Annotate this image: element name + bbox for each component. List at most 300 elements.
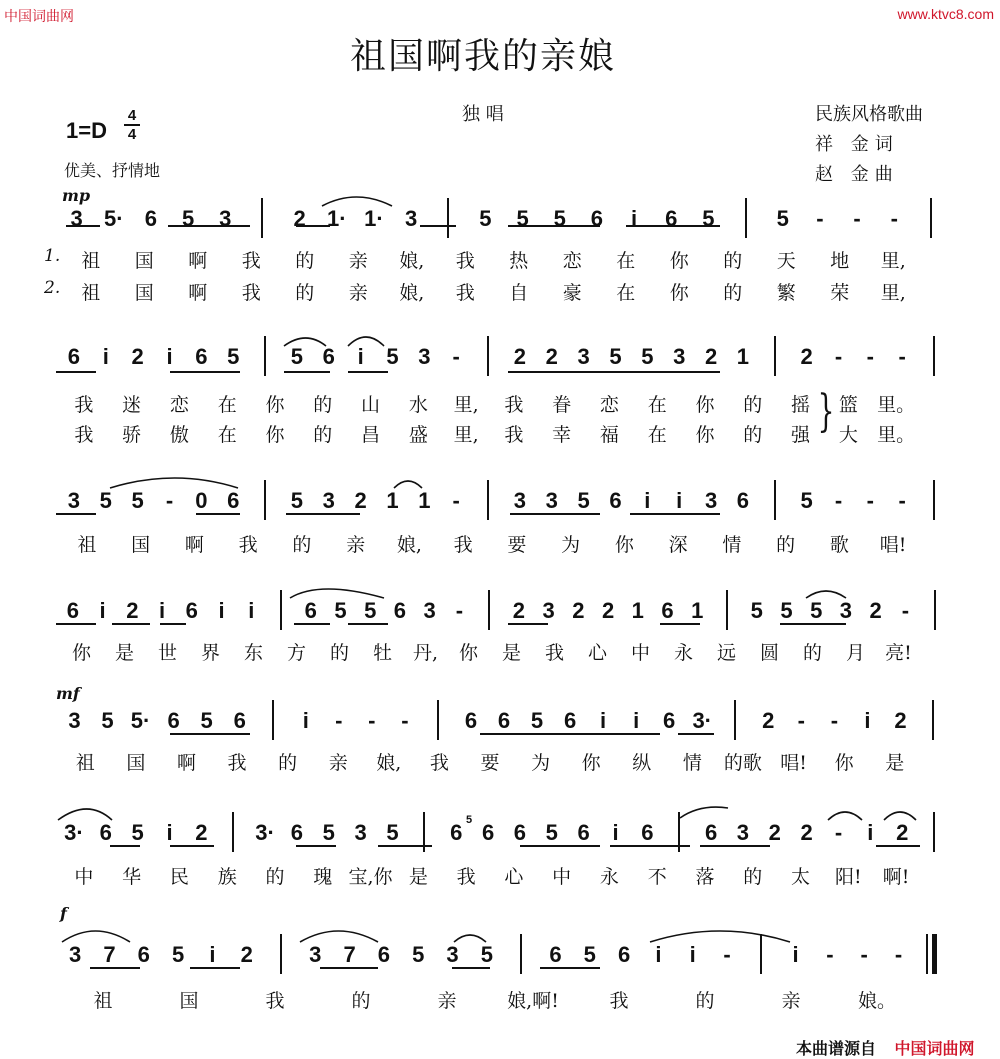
barline [745, 198, 747, 238]
note: 6 [233, 708, 246, 733]
note: 6 [609, 488, 622, 513]
note: 6 [227, 488, 240, 513]
lyric-syllable: 里。 [877, 394, 916, 416]
lyric-syllable: 民 [169, 866, 189, 888]
lyric-syllable: 里, [880, 250, 906, 272]
note: 3 [67, 488, 81, 513]
note-extension: - [860, 942, 868, 967]
lyric-syllable: 情 [722, 534, 742, 556]
note: 3 [404, 206, 418, 231]
barline [933, 812, 935, 852]
note: 3 [418, 344, 431, 369]
note: 3 [673, 344, 686, 369]
lyric-syllable: 我 [504, 394, 524, 416]
note: 3 [322, 488, 335, 513]
lyric-line-2 [44, 278, 950, 306]
lyric-syllable: 唱! [780, 752, 807, 774]
note-extension: - [452, 488, 460, 513]
note: 3· [255, 820, 275, 845]
lyric-syllable: 的 [723, 282, 743, 304]
note: 3 [513, 488, 527, 513]
note: 5 [516, 206, 529, 231]
note: 7 [103, 942, 116, 967]
note: 5 [641, 344, 654, 369]
lyric-syllable: 中 [74, 866, 94, 888]
lyric-line-6 [50, 638, 950, 666]
time-signature: 4 4 [124, 108, 140, 142]
lyric-line-1 [44, 246, 950, 274]
note: 5 [131, 488, 144, 513]
lyric-syllable: 阳! [835, 866, 862, 888]
note-extension: - [455, 598, 464, 623]
lyric-syllable: 傲 [169, 424, 189, 446]
note: 6 [513, 820, 527, 845]
verse-number: 1. [44, 246, 61, 266]
lyric-syllable: 娘, [399, 282, 425, 304]
barline [487, 480, 489, 520]
lyric-syllable: 宝,你 [348, 866, 393, 888]
note: 6 [617, 942, 631, 967]
lyric-syllable: 你 [695, 394, 715, 416]
note: 6 [563, 708, 577, 733]
barline [447, 198, 449, 238]
lyric-syllable: 的 [313, 394, 333, 416]
lyric-syllable: 为 [531, 752, 551, 774]
note: 0 [195, 488, 208, 513]
note: i [631, 206, 638, 231]
lyric-syllable: 心 [504, 866, 524, 888]
lyric-syllable: 的 [278, 752, 298, 774]
lyric-syllable: 亲 [328, 752, 348, 774]
note: 3 [542, 598, 555, 623]
lyric-syllable: 水 [408, 394, 428, 416]
lyric-syllable: 国 [126, 752, 146, 774]
note: 2 [800, 820, 813, 845]
lyric-syllable: 我 [504, 424, 524, 446]
lyric-syllable: 月 [845, 642, 865, 664]
lyric-syllable: 的 [802, 642, 822, 664]
barline [280, 934, 282, 974]
lyric-syllable: 篮 [838, 394, 858, 416]
lyric-syllable: 啊 [184, 534, 204, 556]
barline [280, 590, 282, 630]
lyric-syllable: 东 [243, 642, 263, 664]
lyric-syllable: 的 [313, 424, 333, 446]
note: i [218, 598, 225, 623]
note: 3 [545, 488, 558, 513]
note: 3 [70, 206, 83, 231]
lyric-syllable: 的 [295, 282, 315, 304]
note: 6 [641, 820, 654, 845]
note: 2 [240, 942, 253, 967]
key-signature: 1=D [66, 118, 107, 143]
lyric-syllable: 我 [265, 990, 285, 1012]
note: i [357, 344, 364, 369]
lyric-syllable: 在 [217, 394, 237, 416]
note: i [644, 488, 651, 513]
note: 2 [195, 820, 208, 845]
barline [774, 336, 776, 376]
lyric-syllable: 繁 [776, 282, 796, 304]
lyric-syllable: 瑰 [313, 866, 333, 888]
lyric-syllable: 荣 [830, 282, 850, 304]
note: 5 [227, 344, 240, 369]
note: 2 [800, 344, 813, 369]
note: i [655, 942, 662, 967]
lyric-syllable: 你 [458, 642, 478, 664]
lyric-syllable: 在 [647, 394, 667, 416]
note: 1 [631, 598, 644, 623]
note: 5 [583, 942, 596, 967]
note: 2 [869, 598, 882, 623]
performance-type: 独 唱 [462, 104, 504, 125]
lyric-syllable: 亲 [348, 250, 368, 272]
note: 1 [736, 344, 750, 369]
note: 6 [549, 942, 562, 967]
lyric-syllable: 是 [501, 642, 521, 664]
lyric-syllable: 自 [509, 282, 529, 304]
lyric-syllable: 是 [885, 752, 905, 774]
note: 5 [290, 488, 304, 513]
lyric-syllable: 我 [241, 250, 261, 272]
note: 6 [195, 344, 208, 369]
note: 3 [577, 344, 590, 369]
note: 6 [661, 598, 674, 623]
dynamic-mp: mp [62, 186, 91, 205]
note: 1· [364, 206, 384, 231]
note: 5 [364, 598, 377, 623]
note: i [209, 942, 216, 967]
lyric-syllable: 深 [668, 534, 688, 556]
slur-row6-b [680, 807, 728, 818]
barline [726, 590, 728, 630]
lyric-syllable: 的 [723, 250, 743, 272]
lyric-syllable: 娘,啊! [507, 990, 559, 1012]
note: 5 [479, 206, 492, 231]
lyric-syllable: 国 [179, 990, 199, 1012]
barline [933, 336, 935, 376]
lyric-syllable: 世 [157, 642, 177, 664]
lyric-syllable: 眷 [552, 394, 572, 416]
lyric-syllable: 我 [609, 990, 629, 1012]
note: i [302, 708, 309, 733]
note: i [248, 598, 255, 623]
note: 5 [577, 488, 590, 513]
composer: 赵 金曲 [815, 164, 899, 185]
note: 6 [450, 820, 463, 845]
note: 3 [69, 942, 82, 967]
lyric-syllable: 国 [134, 282, 154, 304]
lyric-syllable: 骄 [122, 424, 142, 446]
note: 2 [512, 598, 525, 623]
barline [423, 812, 425, 852]
lyric-syllable: 的 [265, 866, 285, 888]
note: 2 [126, 598, 139, 623]
lyric-line-3 [50, 390, 950, 418]
lyric-syllable: 啊 [188, 250, 208, 272]
note: i [792, 942, 799, 967]
lyric-syllable: 啊 [188, 282, 208, 304]
barline [487, 336, 489, 376]
grace-note: 5 [466, 814, 473, 826]
lyric-syllable: 亲 [437, 990, 457, 1012]
note: 5 [290, 344, 304, 369]
lyric-syllable: 牡 [372, 642, 392, 664]
note: 5 [386, 820, 399, 845]
lyric-syllable: 你 [695, 424, 715, 446]
note: 6 [663, 708, 676, 733]
barline [261, 198, 263, 238]
lyric-syllable: 是 [408, 866, 428, 888]
note-extension: - [866, 488, 874, 513]
lyric-line-9 [50, 986, 950, 1014]
lyric-syllable: 国 [134, 250, 154, 272]
note: 2 [545, 344, 558, 369]
verse-number: 2. [44, 278, 61, 298]
lyric-syllable: 国 [131, 534, 151, 556]
lyric-syllable: 我 [74, 394, 94, 416]
lyric-syllable: 亮! [885, 642, 912, 664]
lyric-syllable: 恋 [599, 394, 619, 416]
note: 5 [131, 820, 144, 845]
barline [264, 336, 266, 376]
note: i [676, 488, 683, 513]
lyric-syllable: 在 [647, 424, 667, 446]
barline [734, 700, 736, 740]
lyric-syllable: 啊! [882, 866, 910, 888]
note: 5 [810, 598, 823, 623]
note: 6 [290, 820, 304, 845]
note: 2 [131, 344, 144, 369]
note: 6 [393, 598, 407, 623]
lyric-syllable: 华 [122, 866, 142, 888]
lyric-syllable: 在 [616, 282, 636, 304]
note-extension: - [890, 206, 898, 231]
note: 3 [309, 942, 322, 967]
lyric-syllable: 我 [455, 282, 475, 304]
note: 2 [896, 820, 909, 845]
note: 6 [590, 206, 604, 231]
note: i [689, 942, 696, 967]
note: 6 [144, 206, 158, 231]
lyric-syllable: 你 [265, 394, 285, 416]
note: 5 [101, 708, 114, 733]
notation-row-5 [50, 706, 950, 742]
lyric-syllable: 的 [743, 424, 763, 446]
lyric-syllable: 的 [292, 534, 312, 556]
lyric-syllable: 热 [509, 250, 529, 272]
lyric-syllable: 里, [453, 424, 479, 446]
note: 5 [334, 598, 347, 623]
watermark-top-left: 中国词曲网 [4, 8, 74, 24]
lyric-syllable: 祖 [93, 990, 113, 1012]
lyric-syllable: 你 [614, 534, 634, 556]
lyric-syllable: 我 [544, 642, 564, 664]
dynamic-f: f [60, 904, 67, 923]
note: 1· [326, 206, 347, 231]
lyric-syllable: 你 [265, 424, 285, 446]
lyric-syllable: 的 [776, 534, 796, 556]
note: 2 [354, 488, 367, 513]
lyric-syllable: 我 [74, 424, 94, 446]
lyric-syllable: 为 [561, 534, 581, 556]
lyric-syllable: 强 [791, 424, 811, 446]
note: 6 [577, 820, 590, 845]
lyric-syllable: 要 [480, 752, 500, 774]
note: 3 [423, 598, 436, 623]
song-title: 祖国啊我的亲娘 [350, 36, 617, 77]
note: 5 [609, 344, 622, 369]
note: 7 [343, 942, 356, 967]
lyric-syllable: 亲 [348, 282, 368, 304]
note: i [99, 598, 106, 623]
note: 5 [412, 942, 425, 967]
lyric-syllable: 恋 [562, 250, 582, 272]
barline [678, 812, 680, 852]
note: 5· [103, 206, 124, 231]
barline [488, 590, 490, 630]
note-extension: - [834, 488, 843, 513]
lyric-syllable: 的 [695, 990, 715, 1012]
lyric-line-5 [50, 530, 950, 558]
lyric-syllable: 的 [351, 990, 371, 1012]
note: 1 [691, 598, 704, 623]
lyric-line-4 [50, 420, 950, 448]
expression-marking: 优美、抒情地 [64, 161, 161, 180]
note: 5 [553, 206, 566, 231]
note: 6 [736, 488, 750, 513]
lyric-syllable: 你 [834, 752, 854, 774]
lyric-syllable: 娘, [396, 534, 422, 556]
lyric-syllable: 福 [599, 424, 619, 446]
note: 3 [446, 942, 459, 967]
note: 6 [66, 598, 79, 623]
lyric-syllable: 我 [241, 282, 261, 304]
note: 5 [800, 488, 813, 513]
note: i [867, 820, 874, 845]
note: 3 [704, 488, 718, 513]
note: 1 [418, 488, 431, 513]
lyric-syllable: 昌 [361, 424, 381, 446]
note: i [612, 820, 619, 845]
note: 6 [704, 820, 718, 845]
note: 3· [692, 708, 712, 733]
lyric-syllable: 迷 [122, 394, 142, 416]
note: 5 [200, 708, 213, 733]
lyric-syllable: 的 [295, 250, 315, 272]
barline [437, 700, 439, 740]
lyric-syllable: 的歌 [723, 752, 762, 774]
lyric-syllable: 我 [456, 866, 476, 888]
notation-row-2 [50, 342, 950, 378]
note: 6 [377, 942, 391, 967]
note: 5 [322, 820, 335, 845]
note-extension: - [901, 598, 910, 623]
lyric-syllable: 远 [716, 642, 736, 664]
note: 3 [68, 708, 81, 733]
notation-row-3 [50, 486, 950, 522]
lyric-syllable: 的 [743, 394, 763, 416]
lyric-syllable: 永 [673, 642, 693, 664]
note: 6 [322, 344, 335, 369]
note-extension: - [165, 488, 174, 513]
note-extension: - [834, 344, 843, 369]
lyric-syllable: 祖 [81, 282, 101, 304]
lyric-syllable: 你 [71, 642, 91, 664]
lyric-syllable: 你 [669, 282, 689, 304]
lyric-syllable: 亲 [781, 990, 801, 1012]
lyric-syllable: 落 [695, 866, 715, 888]
note: 5· [130, 708, 151, 733]
lyric-syllable: 我 [227, 752, 247, 774]
note: 6 [464, 708, 478, 733]
lyric-syllable: 娘。 [857, 990, 896, 1012]
note-extension: - [723, 942, 731, 967]
lyric-syllable: 里, [453, 394, 479, 416]
note: 3 [736, 820, 750, 845]
lyric-syllable: 在 [616, 250, 636, 272]
lyric-syllable: 你 [669, 250, 689, 272]
lyric-syllable: 中 [630, 642, 650, 664]
lyric-syllable: 你 [581, 752, 601, 774]
song-style: 民族风格歌曲 [815, 104, 923, 125]
note: 3 [219, 206, 232, 231]
barline [774, 480, 776, 520]
lyric-syllable: 是 [114, 642, 134, 664]
lyric-syllable: 在 [217, 424, 237, 446]
note-extension: - [401, 708, 409, 733]
lyric-syllable: 永 [599, 866, 619, 888]
note: i [600, 708, 607, 733]
lyric-syllable: 我 [453, 534, 473, 556]
note: 5 [780, 598, 793, 623]
lyric-syllable: 恋 [169, 394, 189, 416]
note: 5 [750, 598, 763, 623]
verse-brace: } [817, 386, 835, 437]
barline [934, 590, 936, 630]
lyric-syllable: 啊 [176, 752, 196, 774]
notation-row-6 [50, 818, 950, 854]
lyric-syllable: 亲 [346, 534, 366, 556]
note: 5 [99, 488, 112, 513]
note: 2 [704, 344, 718, 369]
lyric-syllable: 要 [507, 534, 527, 556]
final-barline [932, 934, 937, 974]
lyric-syllable: 纵 [632, 752, 652, 774]
note: 6 [67, 344, 81, 369]
note: 2 [293, 206, 306, 231]
note: 6 [167, 708, 180, 733]
lyric-syllable: 心 [587, 642, 607, 664]
note: 5 [530, 708, 544, 733]
note: 5 [545, 820, 558, 845]
note: 2 [762, 708, 775, 733]
note: i [102, 344, 109, 369]
watermark-top-right: www.ktvc8.com [897, 6, 994, 22]
lyric-syllable: 地 [830, 250, 850, 272]
lyric-syllable: 界 [200, 642, 220, 664]
note-extension: - [830, 708, 839, 733]
note: 3· [64, 820, 84, 845]
note: 5 [776, 206, 789, 231]
lyric-syllable: 圆 [759, 642, 779, 664]
lyric-syllable: 的 [329, 642, 349, 664]
barline [520, 934, 522, 974]
lyric-syllable: 幸 [552, 424, 572, 446]
lyric-syllable: 祖 [75, 752, 95, 774]
barline [760, 934, 762, 974]
note-extension: - [898, 344, 906, 369]
